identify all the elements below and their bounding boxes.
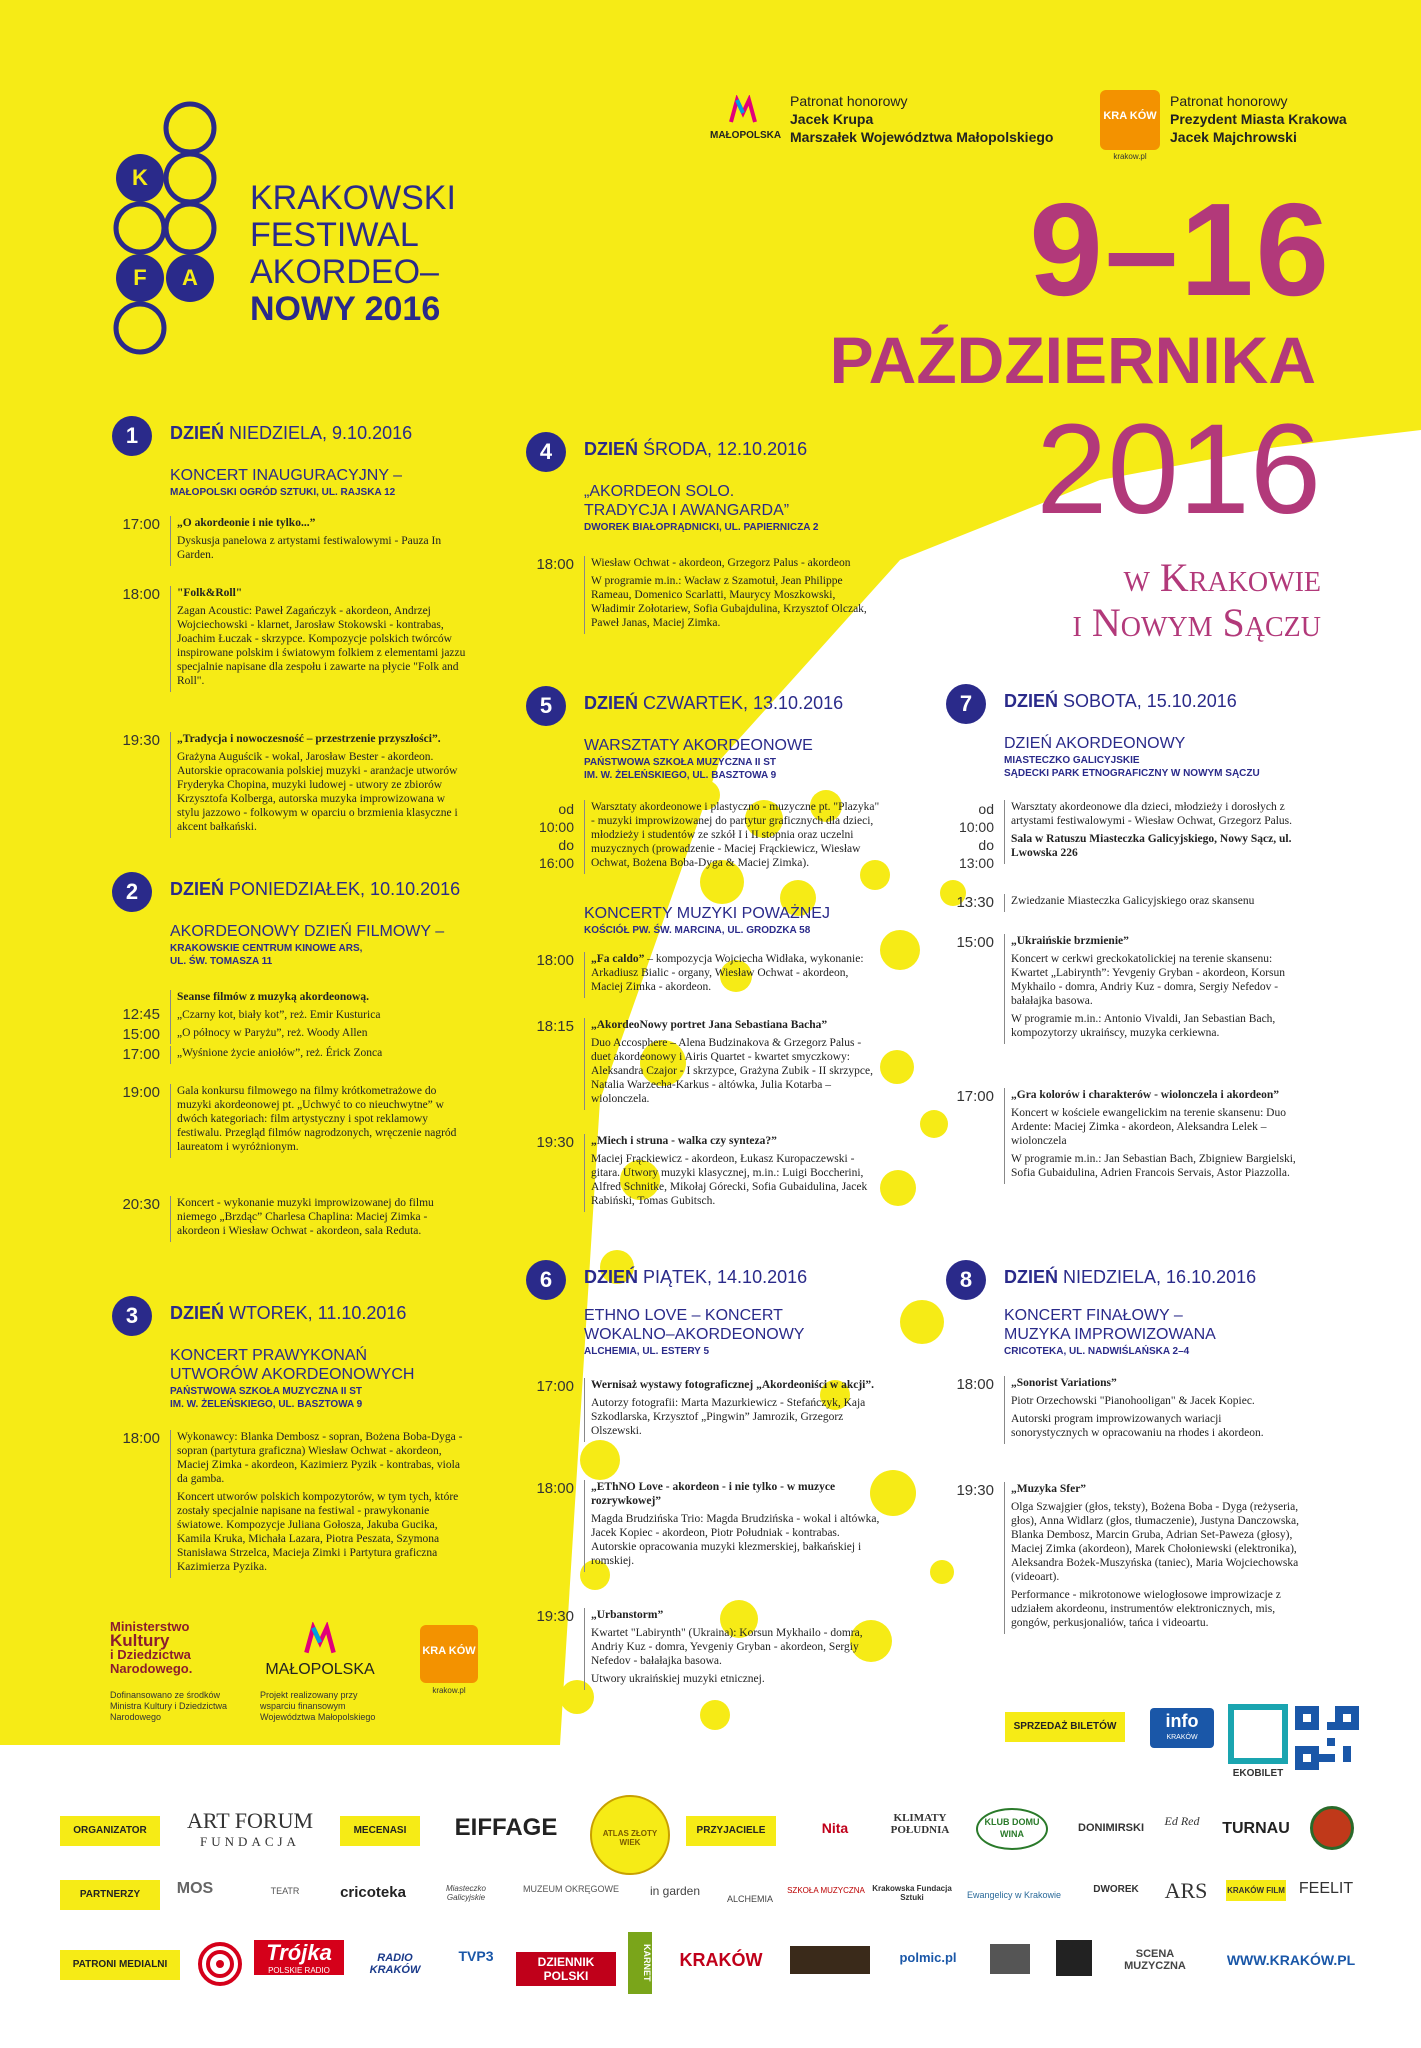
event-place: SĄDECKI PARK ETNOGRAFICZNY W NOWYM SĄCZU [1004, 768, 1260, 779]
partner-in-garden-logo: in garden [649, 1884, 701, 1898]
slot-description: „Wyśnione życie aniołów”, reż. Érick Zonca [170, 1046, 467, 1064]
partner-cricoteka-logo: cricoteka [340, 1884, 406, 1901]
slot-time: od 10:00 do 13:00 [958, 801, 994, 871]
event-title: WOKALNO–AKORDEONOWY [584, 1326, 805, 1343]
partner-mos-logo: MOS [176, 1880, 214, 1897]
slot-description: „Gra kolorów i charakterów - wiolonczela i akordeon” Koncert w kościele ewangelickim na terenie skansenu: Duo Ardente: Maciej Zimka - akordeon, Aleksandra Lelek – wiolonczela W programie m.in.: Jan Sebastian Bach, Zbigniew Bargielski, Sofia Gubaidulina, Adrien Francois Servais, Astor Piazzolla. [1004, 1088, 1301, 1184]
day-heading: DZIEŃ CZWARTEK, 13.10.2016 [584, 693, 844, 713]
event-place: KOŚCIÓŁ PW. ŚW. MARCINA, UL. GRODZKA 58 [584, 925, 811, 936]
nita-logo: Nita [821, 1820, 849, 1836]
krakow-media-logo: KRAKÓW [679, 1950, 763, 1970]
turnau-logo: TURNAU [1222, 1820, 1290, 1837]
event-title: KONCERT INAUGURACYJNY – [170, 467, 403, 484]
partner-feelit-logo: FEELIT [1298, 1880, 1354, 1897]
klub-domu-wina-logo: KLUB DOMU WINA [976, 1808, 1048, 1850]
day-number-badge: 4 [526, 432, 566, 472]
dziennik-polski-logo: DZIENNIK POLSKI [516, 1952, 616, 1986]
festival-logo-circles [100, 100, 220, 360]
malopolska-m-icon [302, 1622, 338, 1656]
ekobilet-label: EKOBILET [1232, 1768, 1284, 1779]
ministry-funding-text: Dofinansowano ze środków Ministra Kultury i Dziedzictwa Narodowego [110, 1690, 228, 1722]
slot-description: „Tradycja i nowoczesność – przestrzenie przyszłości”. Grażyna Auguścik - wokal, Jarosław Bester - akordeon. Autorskie opracowania polskiej muzyki - aranżacje utworów Fryderyka Chopina, muzyki ludowej - utwory ze zbiorów Krzysztofa Kolberga, autorska muzyka improwizowana w stylu jazzowo - folkowym w oparciu o brzmienia klasyczne i akcent bałkański. [170, 732, 467, 838]
day-heading: DZIEŃ PONIEDZIAŁEK, 10.10.2016 [170, 879, 461, 899]
malopolska-logo [710, 95, 782, 141]
slot-time: od 10:00 do 16:00 [538, 801, 574, 871]
event-title: DZIEŃ AKORDEONOWY [1004, 735, 1186, 752]
krakow-logo [1100, 90, 1160, 150]
day-number-badge: 6 [526, 1260, 566, 1300]
slot-time: 18:00 [536, 556, 574, 573]
day-8-block [946, 1260, 1366, 1700]
slot-time: 13:30 [956, 894, 994, 911]
slot-time: 18:00 [122, 586, 160, 603]
info-logo-sub: KRAKÓW [1166, 1734, 1198, 1741]
patronage-mayor [1170, 92, 1347, 146]
trojka-swirl-icon [192, 1940, 248, 1988]
polmic-logo: polmic.pl [899, 1950, 957, 1965]
slot-description: „Miech i struna - walka czy synteza?” Maciej Frąckiewicz - akordeon, Łukasz Kuropaczewski - gitara. Utwory muzyki klasycznej, m.in.: Luigi Boccherini, Alfred Schnitke, Mikołaj Górecki, Sofia Gubaidulina, Jacek Rabiński, Tomas Gubitsch. [584, 1134, 881, 1212]
slot-description: Gala konkursu filmowego na filmy krótkometrażowe do muzyki akordeonowej pt. „Uchwyć to co nieuchwytne” w dwóch kategoriach: film artystyczny i spot reklamowy festiwalu. Przegląd filmów nagrodzonych, wręczenie nagród laureatom i wyróżnionym. [170, 1084, 467, 1158]
slot-time: 15:00 [956, 934, 994, 951]
slot-time: 17:00 [122, 1046, 160, 1063]
patronage-name: Jacek Krupa [790, 111, 874, 127]
city-line: w Krakowie [1123, 555, 1321, 600]
patronage-label: Patronat honorowy [790, 93, 908, 109]
art-forum-name: ART FORUM [186, 1808, 314, 1833]
eiffage-logo: EIFFAGE [454, 1814, 558, 1841]
day-5-block [526, 686, 926, 1256]
atlas-logo-text: ATLAS ZŁOTY WIEK [602, 1829, 658, 1847]
slot-description: Zwiedzanie Miasteczka Galicyjskiego oraz skansenu [1004, 894, 1301, 912]
malopolska-m-icon [728, 95, 758, 125]
organizer-label: ORGANIZATOR [60, 1816, 160, 1846]
day-number-badge: 1 [112, 416, 152, 456]
trojka-logo-sub: POLSKIE RADIO [268, 1966, 330, 1975]
malopolska-logo-text: MAŁOPOLSKA [710, 130, 782, 141]
emblem-logo [1310, 1806, 1354, 1850]
tvp3-logo: TVP3 [458, 1948, 494, 1964]
atlas-logo [590, 1795, 670, 1875]
slot-description: Seanse filmów z muzyką akordeonową. „Czarny kot, biały kot”, reż. Emir Kusturica [170, 990, 467, 1026]
partner-teatr-logo: TEATR [270, 1886, 300, 1896]
day-number-badge: 2 [112, 872, 152, 912]
slot-description: „O akordeonie i nie tylko...” Dyskusja panelowa z artystami festiwalowymi - Pauza In Garden. [170, 516, 467, 566]
event-title: MUZYKA IMPROWIZOWANA [1004, 1326, 1216, 1343]
festival-name-line: KRAKOWSKI [250, 179, 456, 217]
festival-name [250, 180, 456, 328]
day-heading: DZIEŃ ŚRODA, 12.10.2016 [584, 439, 808, 459]
slot-description: Warsztaty akordeonowe i plastyczno - muzyczne pt. "Plazyka" - muzyki improwizowanej do partytur graficznych dla dzieci, młodzieży i studentów ze szkół I i II stopnia oraz uczelni muzycznych (prowadzenie - Maciej Frąckiewicz, Wiesław Ochwat, Bożena Boba-Dyga & Maciej Zimka). [584, 800, 881, 874]
day-number-badge: 7 [946, 684, 986, 724]
partner-krakow-film-logo: KRAKÓW FILM [1226, 1880, 1286, 1901]
krakow-logo-text: KRA KÓW [1103, 110, 1157, 122]
slot-time: 19:30 [536, 1134, 574, 1151]
slot-description: „Fa caldo” – kompozycja Wojciecha Widłaka, wykonanie: Arkadiusz Bialic - organy, Wiesław Ochwat - akordeon, Maciej Zimka - akordeon. [584, 952, 881, 998]
patronage-marshal [790, 92, 1053, 146]
event-place: PAŃSTWOWA SZKOŁA MUZYCZNA II ST [170, 1386, 363, 1397]
event-title: KONCERT FINAŁOWY – [1004, 1307, 1183, 1324]
patrons-label: MECENASI [340, 1816, 420, 1846]
media-dark-logo [790, 1946, 870, 1974]
partner-muzeum-logo: MUZEUM OKRĘGOWE [523, 1884, 619, 1894]
slot-description: Warsztaty akordeonowe dla dzieci, młodzieży i dorosłych z artystami festiwalowymi - Wiesław Ochwat, Grzegorz Palus. Sala w Ratuszu Miasteczka Galicyjskiego, Nowy Sącz, ul. Lwowska 226 [1004, 800, 1301, 864]
slot-description: „O północy w Paryżu”, reż. Woody Allen [170, 1026, 467, 1044]
festival-name-line: AKORDEO– [250, 253, 439, 291]
slot-time: 15:00 [122, 1026, 160, 1043]
day-1-block [112, 416, 512, 856]
klimaty-poludnia-logo: KLIMATY POŁUDNIA [890, 1812, 950, 1836]
day-3-block [112, 1296, 512, 1596]
donimirski-logo: DONIMIRSKI [1078, 1822, 1144, 1834]
festival-name-line: FESTIWAL [250, 216, 419, 254]
malopolska-logo-text: MAŁOPOLSKA [265, 1661, 375, 1678]
slot-time: 19:30 [956, 1482, 994, 1499]
event-place: KRAKOWSKIE CENTRUM KINOWE ARS, [170, 943, 363, 954]
slot-time: 19:30 [536, 1608, 574, 1625]
festival-cities [1073, 555, 1321, 645]
partner-kfs-logo: Krakowska Fundacja Sztuki [872, 1884, 952, 1902]
festival-month: PAŹDZIERNIKA [829, 323, 1316, 397]
slot-description: „AkordeoNowy portret Jana Sebastiana Bacha” Duo Accosphere – Alena Budzinakova & Grzegorz Palus - duet akordeonowy i Airis Quartet - kwartet smyczkowy: Aleksandra Czajor - I skrzypce, Grażyna Zubik - II skrzypce, Natalia Warzecha-Karkus - altówka, Julia Kotarba – wiolonczela. [584, 1018, 881, 1110]
partner-szkola-logo: SZKOŁA MUZYCZNA [787, 1886, 865, 1895]
slot-time: 18:00 [536, 1480, 574, 1497]
day-2-block [112, 872, 512, 1292]
event-place: PAŃSTWOWA SZKOŁA MUZYCZNA II ST [584, 757, 777, 768]
slot-description: Wykonawcy: Blanka Dembosz - sopran, Bożena Boba-Dyga - sopran (partytura graficzna) Wiesław Ochwat - akordeon, Maciej Zimka - akordeon, Kazimierz Pyzik - kontrabas, viola da gamba. Koncert utworów polskich kompozytorów, w tym tych, które zostały specjalnie napisane na festiwal - prawykonanie światowe. Kompozycje Juliana Gołosza, Jakuba Gucika, Kamila Kruka, Michała Lazara, Piotra Peszata, Szymona Stanisława Strzelca, Macieja Zimki i Partytura graficzna Kazimierza Pyzika. [170, 1430, 467, 1578]
media-patrons-label: PATRONI MEDIALNI [60, 1950, 180, 1980]
slot-time: 18:00 [956, 1376, 994, 1393]
event-place: ALCHEMIA, UL. ESTERY 5 [584, 1346, 710, 1357]
slot-time: 18:15 [536, 1018, 574, 1035]
event-title: UTWORÓW AKORDEONOWYCH [170, 1366, 415, 1383]
ministry-logo-line: Kultury [110, 1631, 170, 1650]
slot-time: 17:00 [956, 1088, 994, 1105]
patronage-title: Marszałek Województwa Małopolskiego [790, 129, 1054, 145]
event-place: IM. W. ŻELEŃSKIEGO, UL. BASZTOWA 9 [584, 770, 777, 781]
partner-ars-logo: ARS [1164, 1878, 1208, 1903]
day-number-badge: 3 [112, 1296, 152, 1336]
slot-description: Wiesław Ochwat - akordeon, Grzegorz Palus - akordeon W programie m.in.: Wacław z Szamotuł, Jean Philippe Rameau, Domenico Scarlatti, Maurycy Moszkowski, Władimir Zołotariew, Sofia Gubajdulina, Krzysztof Olczak, Paweł Janas, Maciej Zimka. [584, 556, 881, 634]
event-title: ETHNO LOVE – KONCERT [584, 1307, 783, 1324]
event-place: MIASTECZKO GALICYJSKIE [1004, 755, 1140, 766]
art-forum-logo [180, 1808, 320, 1850]
radio-krakow-logo: RADIO KRAKÓW [369, 1952, 421, 1976]
event-place: DWOREK BIAŁOPRĄDNICKI, UL. PAPIERNICZA 2 [584, 522, 819, 533]
art-forum-sub: FUNDACJA [200, 1834, 300, 1849]
trojka-logo-text: Trójka [266, 1940, 332, 1965]
slot-time: 18:00 [122, 1430, 160, 1447]
patronage-title: Jacek Majchrowski [1170, 129, 1297, 145]
slot-description: „Ukraińskie brzmienie” Koncert w cerkwi greckokatolickiej na terenie skansenu: Kwartet „Labirynth”: Yevgeniy Gryban - akordeon, Korsun Mykhailo - domra, Andriy Kuz - domra, Sergiy Nefedov - bałałajka basowa. W programie m.in.: Antonio Vivaldi, Jan Sebastian Bach, kompozytorzy ukraińscy, muzyka cerkiewna. [1004, 934, 1301, 1044]
partner-alchemia-logo: ALCHEMIA [726, 1894, 773, 1904]
day-heading: DZIEŃ WTOREK, 11.10.2016 [170, 1303, 407, 1323]
slot-time: 17:00 [122, 516, 160, 533]
slot-time: 19:00 [122, 1084, 160, 1101]
slot-time: 18:00 [536, 952, 574, 969]
festival-date-range: 9–16 [1029, 176, 1331, 323]
slot-time: 12:45 [122, 1006, 160, 1023]
slot-description: "Folk&Roll" Zagan Acoustic: Paweł Zagańczyk - akordeon, Andrzej Wojciechowski - klarnet, Jarosław Stokowski - kontrabas, Joachim Łuczak - skrzypce. Kompozycje polskich twórców inspirowane polskim i światowym folkiem z elementami jazzu specjalnie napisane dla zespołu i zawarte na płycie "Folk and Roll". [170, 586, 467, 692]
karnet-logo: KARNET [628, 1932, 652, 1994]
slot-description: „EThNO Love - akordeon - i nie tylko - w muzyce rozrywkowej” Magda Brudzińska Trio: Magda Brudzińska - wokal i altówka, Jacek Kopiec - akordeon, Piotr Południak - kontrabas. Autorskie opracowania muzyki klezmerskiej, bałkańskiej i romskiej. [584, 1480, 881, 1572]
event-title: WARSZTATY AKORDEONOWE [584, 737, 813, 754]
krakow-logo-text: KRA KÓW [422, 1645, 476, 1657]
day-heading: DZIEŃ PIĄTEK, 14.10.2016 [584, 1267, 808, 1287]
ministry-logo-line: Narodowego. [110, 1661, 193, 1676]
ministry-logo [110, 1620, 220, 1676]
logo-letter-k: K [132, 165, 148, 190]
slot-description: Koncert - wykonanie muzyki improwizowanej do filmu niemego „Brzdąc” Charlesa Chaplina: Maciej Zimka - akordeon i Wiesław Ochwat - akordeon, sala Reduta. [170, 1196, 467, 1242]
patronage-label: Patronat honorowy [1170, 93, 1288, 109]
day-number-badge: 5 [526, 686, 566, 726]
ministry-logo-line: i Dziedzictwa [110, 1647, 191, 1662]
malopolska-funding-logo [255, 1622, 385, 1679]
festival-name-line: NOWY 2016 [250, 290, 441, 328]
ministry-logo-line: Ministerstwo [110, 1619, 190, 1634]
slot-time: 20:30 [122, 1196, 160, 1213]
media-black-logo [1056, 1940, 1092, 1976]
day-heading: DZIEŃ SOBOTA, 15.10.2016 [1004, 691, 1237, 711]
patronage-name: Prezydent Miasta Krakowa [1170, 111, 1347, 127]
www-krakow-logo: WWW.KRAKÓW.PL [1226, 1952, 1356, 1968]
info-logo-text: info [1165, 1711, 1199, 1731]
event-title: KONCERT PRAWYKONAŃ [170, 1347, 368, 1364]
festival-year: 2016 [1036, 398, 1321, 541]
slot-description: „Muzyka Sfer” Olga Szwajgier (głos, teksty), Bożena Boba - Dyga (reżyseria, głos), Anna Widlarz (głos, tłumaczenie), Justyna Danczowska, Blanka Dembosz, Marcin Gruba, Adrian Set-Paweza (głosy), Maciej Zimka (akordeon), Marek Chołoniewski (elektronika), Aleksandra Bożek-Muszyńska (taniec), Maria Wojciechowska (videoart). Performance - mikrotonowe wielogłosowe improwizacje z udziałem akordeonu, instrumentów elektronicznych, mis, gongów, perkusjonaliów, tańca i videoartu. [1004, 1482, 1301, 1634]
partner-miasteczko-logo: Miasteczko Galicyjskie [445, 1884, 486, 1902]
slot-time: 17:00 [536, 1378, 574, 1395]
event-place: CRICOTEKA, UL. NADWIŚLAŃSKA 2–4 [1004, 1346, 1190, 1357]
info-krakow-logo [1150, 1708, 1214, 1748]
day-number-badge: 8 [946, 1260, 986, 1300]
slot-description: „Sonorist Variations” Piotr Orzechowski "Pianohooligan" & Jacek Kopiec. Autorski program improwizowanych wariacji sonorystycznych w opracowaniu na rhodes i akordeon. [1004, 1376, 1301, 1444]
day-4-block [526, 432, 926, 692]
krakow-funding-logo [420, 1625, 478, 1683]
event-place: MAŁOPOLSKI OGRÓD SZTUKI, UL. RAJSKA 12 [170, 487, 396, 498]
trojka-logo [254, 1940, 344, 1975]
event-title: AKORDEONOWY DZIEŃ FILMOWY – [170, 923, 445, 940]
day-7-block [946, 684, 1366, 1244]
partner-dworek-logo: DWOREK [1093, 1884, 1139, 1895]
partners-label: PARTNERZY [60, 1880, 160, 1910]
krakow-logo-sub: krakow.pl [432, 1686, 466, 1695]
event-place: UL. ŚW. TOMASZA 11 [170, 956, 273, 967]
event-title: TRADYCJA I AWANGARDA” [584, 502, 790, 519]
event-title: KONCERTY MUZYKI POWAŻNEJ [584, 905, 830, 922]
tickets-label: SPRZEDAŻ BILETÓW [1005, 1712, 1125, 1742]
scena-muzyczna-logo: SCENA MUZYCZNA [1124, 1948, 1186, 1972]
slot-description: Wernisaż wystawy fotograficznej „Akordeoniści w akcji”. Autorzy fotografii: Marta Mazurkiewicz - Stefańczyk, Kaja Szkodlarska, Krzysztof „Pingwin” Jamrozik, Grzegorz Olszewski. [584, 1378, 881, 1442]
ekobilet-logo [1228, 1704, 1288, 1764]
day-heading: DZIEŃ NIEDZIELA, 16.10.2016 [1004, 1267, 1257, 1287]
qr-code-icon [1295, 1706, 1359, 1770]
slot-time: 19:30 [122, 732, 160, 749]
malopolska-funding-text: Projekt realizowany przy wsparciu finansowym Województwa Małopolskiego [260, 1690, 376, 1722]
day-6-block [526, 1260, 926, 1710]
ed-red-logo: Ed Red [1164, 1814, 1200, 1828]
day-heading: DZIEŃ NIEDZIELA, 9.10.2016 [170, 423, 413, 443]
event-place: IM. W. ŻELEŃSKIEGO, UL. BASZTOWA 9 [170, 1399, 363, 1410]
city-line: i Nowym Sączu [1072, 600, 1321, 645]
slot-description: „Urbanstorm” Kwartet "Labirynth" (Ukraina): Korsun Mykhailo - domra, Andriy Kuz - domra, Yevgeniy Gryban - akordeon, Sergiy Nefedov - bałałajka basowa. Utwory ukraińskiej muzyki etnicznej. [584, 1608, 881, 1690]
logo-letter-f: F [133, 265, 147, 290]
event-title: „AKORDEON SOLO. [584, 483, 735, 500]
media-grey-logo [990, 1944, 1030, 1974]
krakow-logo-sub: krakow.pl [1113, 152, 1147, 161]
logo-letter-a: A [182, 265, 198, 290]
friends-label: PRZYJACIELE [686, 1816, 776, 1846]
partner-ewangelicy-logo: Ewangelicy w Krakowie [966, 1890, 1062, 1900]
